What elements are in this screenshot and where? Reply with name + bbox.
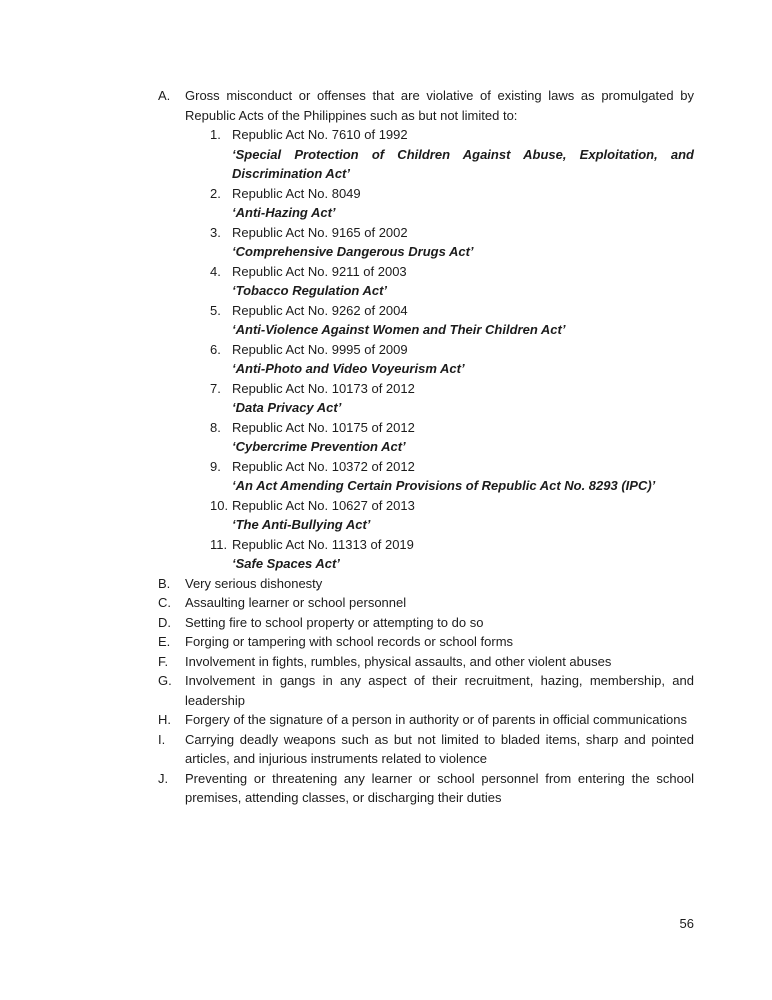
list-item-h	[158, 710, 694, 730]
list-item-text: Setting fire to school property or attempting to do so	[185, 614, 484, 630]
list-item-label: I.	[158, 731, 166, 747]
act-title: Republic Act No. 10175 of 2012	[232, 419, 415, 435]
list-item-d	[158, 613, 694, 633]
list-item-label: C.	[158, 595, 171, 610]
act-name: ‘Special Protection of Children Against Abuse, Exploitation, and Discrimination Act’	[232, 146, 694, 181]
act-item-6	[210, 340, 694, 379]
act-item-number: 6.	[210, 341, 221, 357]
act-title: Republic Act No. 10627 of 2013	[232, 497, 415, 513]
list-item-a	[158, 86, 694, 125]
act-item-number: 8.	[210, 419, 221, 435]
act-item-3	[210, 223, 694, 262]
list-item-text: Carrying deadly weapons such as but not limited to bladed items, sharp and pointed articles, and injurious instruments related to violence	[185, 731, 694, 766]
act-name: ‘Comprehensive Dangerous Drugs Act’	[232, 244, 474, 259]
list-item-text: Forgery of the signature of a person in authority or of parents in official communications	[185, 712, 687, 727]
act-item-7	[210, 379, 694, 418]
act-name: ‘The Anti-Bullying Act’	[232, 517, 371, 532]
act-item-body	[232, 340, 694, 379]
act-name: ‘Cybercrime Prevention Act’	[232, 439, 406, 454]
act-item-number: 1.	[210, 127, 221, 142]
list-item-label: E.	[158, 634, 171, 649]
act-item-4	[210, 262, 694, 301]
list-item-label: G.	[158, 673, 172, 688]
list-item-g	[158, 671, 694, 710]
list-item-text: Involvement in gangs in any aspect of their recruitment, hazing, membership, and leadership	[185, 673, 694, 708]
act-item-body	[232, 125, 694, 184]
act-item-body	[232, 262, 694, 301]
list-item-label: H.	[158, 712, 171, 727]
act-title: Republic Act No. 10372 of 2012	[232, 458, 415, 474]
act-name: ‘Safe Spaces Act’	[232, 556, 340, 571]
act-item-body	[232, 223, 694, 262]
act-name: ‘Anti-Violence Against Women and Their Children Act’	[232, 322, 566, 337]
act-name: ‘Anti-Photo and Video Voyeurism Act’	[232, 361, 465, 376]
act-item-10	[210, 496, 694, 535]
act-item-2	[210, 184, 694, 223]
act-item-number: 5.	[210, 302, 221, 318]
act-item-number: 10.	[210, 497, 229, 513]
list-item-j	[158, 769, 694, 808]
act-title: Republic Act No. 9165 of 2002	[232, 224, 408, 240]
act-item-1	[210, 125, 694, 184]
act-item-body	[232, 379, 694, 418]
act-title: Republic Act No. 9995 of 2009	[232, 341, 408, 357]
list-item-label: D.	[158, 614, 171, 630]
act-name: ‘Data Privacy Act’	[232, 400, 342, 415]
act-title: Republic Act No. 8049	[232, 185, 361, 201]
list-item-label: A.	[158, 88, 171, 103]
list-item-label: B.	[158, 575, 171, 591]
act-title: Republic Act No. 11313 of 2019	[232, 536, 414, 552]
act-item-body	[232, 496, 694, 535]
act-item-9	[210, 457, 694, 496]
list-item-e	[158, 632, 694, 652]
list-item-b	[158, 574, 694, 594]
act-item-body	[232, 457, 694, 496]
act-item-number: 2.	[210, 185, 221, 201]
list-item-text: Preventing or threatening any learner or school personnel from entering the school premises, attending classes, or discharging their duties	[185, 770, 694, 805]
act-name: ‘Anti-Hazing Act’	[232, 205, 336, 220]
act-item-8	[210, 418, 694, 457]
act-item-11	[210, 535, 694, 574]
list-item-f	[158, 652, 694, 672]
act-title: Republic Act No. 10173 of 2012	[232, 380, 415, 396]
act-item-body	[232, 418, 694, 457]
list-item-text: Involvement in fights, rumbles, physical assaults, and other violent abuses	[185, 653, 612, 669]
document-content	[158, 86, 694, 808]
act-item-body	[232, 184, 694, 223]
act-title: Republic Act No. 9211 of 2003	[232, 263, 407, 279]
list-item-label: J.	[158, 770, 169, 786]
list-item-i	[158, 730, 694, 769]
act-item-number: 4.	[210, 263, 221, 279]
act-item-body	[232, 301, 694, 340]
act-name: ‘An Act Amending Certain Provisions of Republic Act No. 8293 (IPC)’	[232, 478, 656, 493]
act-item-number: 9.	[210, 458, 221, 474]
list-item-label: F.	[158, 653, 169, 669]
list-item-c	[158, 593, 694, 613]
list-item-text: Forging or tampering with school records or school forms	[185, 634, 514, 649]
act-item-body	[232, 535, 694, 574]
page-number: 56	[679, 916, 694, 931]
list-item-text: Gross misconduct or offenses that are violative of existing laws as promulgated by Republic Acts of the Philippines such as but not limited to:	[185, 88, 694, 123]
act-item-5	[210, 301, 694, 340]
list-item-text: Very serious dishonesty	[185, 575, 323, 591]
act-title: Republic Act No. 7610 of 1992	[232, 127, 408, 142]
act-item-number: 11.	[210, 536, 228, 552]
act-title: Republic Act No. 9262 of 2004	[232, 302, 408, 318]
list-item-text: Assaulting learner or school personnel	[185, 595, 407, 610]
act-item-number: 7.	[210, 380, 221, 396]
act-name: ‘Tobacco Regulation Act’	[232, 283, 388, 298]
act-item-number: 3.	[210, 224, 221, 240]
